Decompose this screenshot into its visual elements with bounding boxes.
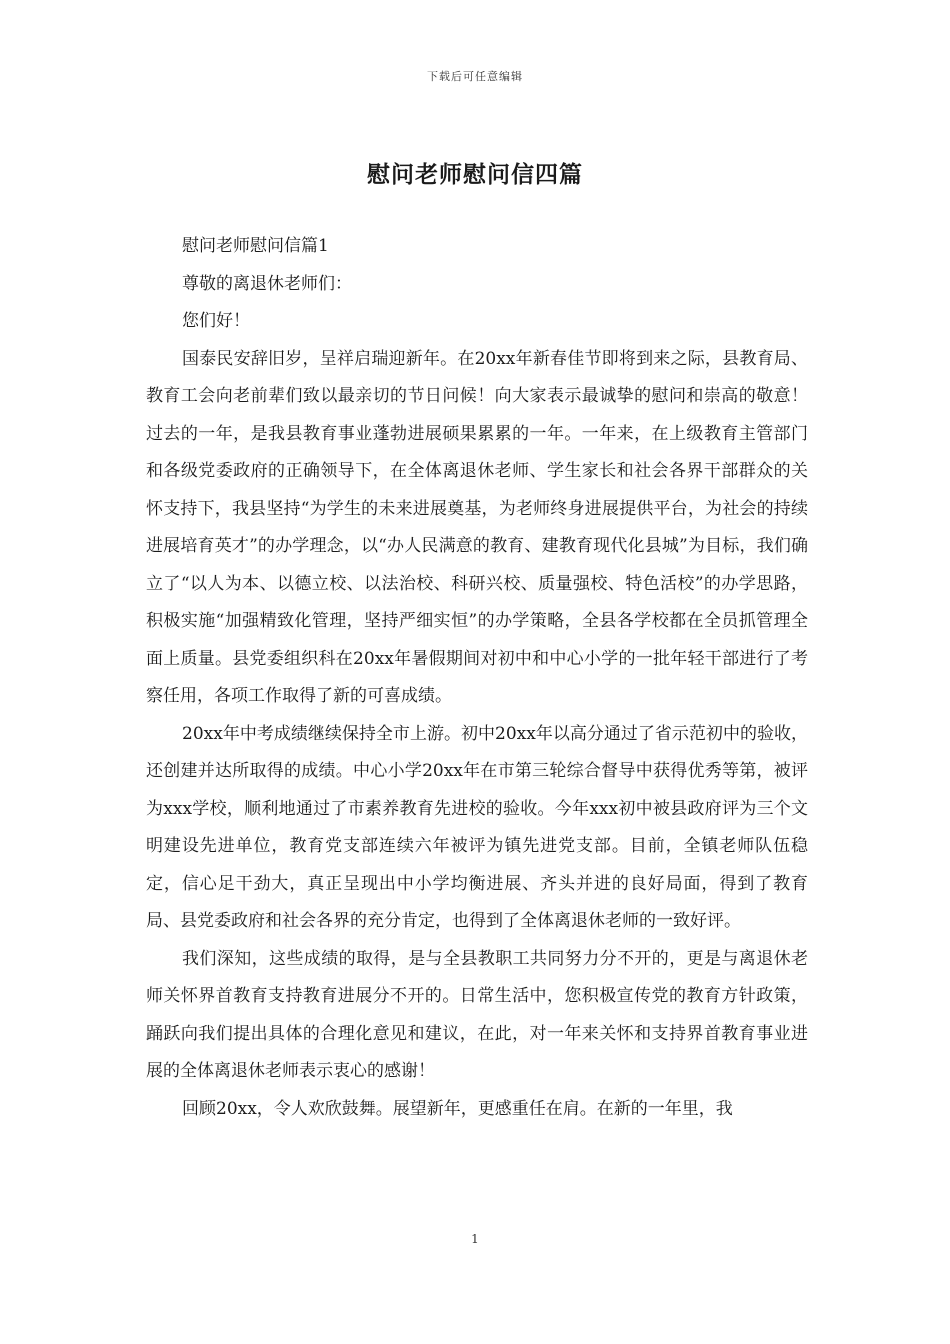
- body-paragraph-3: 我们深知，这些成绩的取得，是与全县教职工共同努力分不开的，更是与离退休老师关怀界首教育支持教育进展分不开的。日常生活中，您积极宣传党的教育方针政策，踊跃向我们提出具体的合理化意见和建议，在此，对一年来关怀和支持界首教育事业进展的全体离退休老师表示衷心的感谢！: [146, 948, 808, 1081]
- greeting: 您们好！: [182, 311, 250, 331]
- body-paragraph-1: 国泰民安辞旧岁，呈祥启瑞迎新年。在20xx年新春佳节即将到来之际，县教育局、教育工会向老前辈们致以最亲切的节日问候！向大家表示最诚挚的慰问和崇高的敬意！过去的一年，是我县教育事业蓬勃进展硕果累累的一年。一年来，在上级教育主管部门和各级党委政府的正确领导下，在全体离退休老师、学生家长和社会各界干部群众的关怀支持下，我县坚持“为学生的未来进展奠基，为老师终身进展提供平台，为社会的持续进展培育英才”的办学理念，以“办人民满意的教育、建教育现代化县城”为目标，我们确立了“以人为本、以德立校、以法治校、科研兴校、质量强校、特色活校”的办学思路，积极实施“加强精致化管理，坚持严细实恒”的办学策略，全县各学校都在全员抓管理全面上质量。县党委组织科在20xx年暑假期间对初中和中心小学的一批年轻干部进行了考察任用，各项工作取得了新的可喜成绩。: [146, 348, 808, 706]
- page-number: 1: [471, 1232, 479, 1246]
- body-paragraph-2: 20xx年中考成绩继续保持全市上游。初中20xx年以高分通过了省示范初中的验收，还创建并达所取得的成绩。中心小学20xx年在市第三轮综合督导中获得优秀等第，被评为xxx学校，顺利地通过了市素养教育先进校的验收。今年xxx初中被县政府评为三个文明建设先进单位，教育党支部连续六年被评为镇先进党支部。目前，全镇老师队伍稳定，信心足干劲大，真正呈现出中小学均衡进展、齐头并进的良好局面，得到了教育局、县党委政府和社会各界的充分肯定，也得到了全体离退休老师的一致好评。: [146, 723, 808, 931]
- document-body: [146, 228, 808, 1128]
- body-paragraph-4: 回顾20xx，令人欢欣鼓舞。展望新年，更感重任在肩。在新的一年里，我: [182, 1098, 733, 1119]
- header-note: 下载后可任意编辑: [427, 70, 523, 83]
- salutation: 尊敬的离退休老师们：: [182, 273, 352, 294]
- document-title: 慰问老师慰问信四篇: [367, 161, 583, 188]
- section-heading: 慰问老师慰问信篇1: [182, 236, 329, 256]
